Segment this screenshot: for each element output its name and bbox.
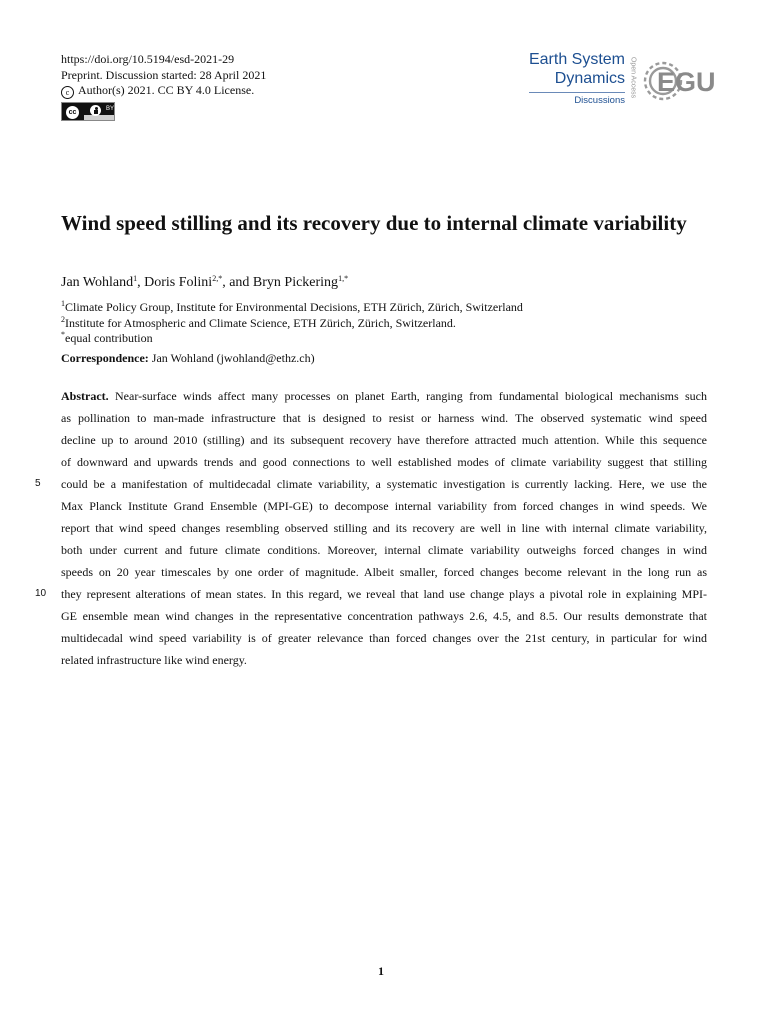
preprint-header bbox=[61, 52, 266, 99]
by-icon-body bbox=[94, 110, 98, 114]
abstract-line: Max Planck Institute Grand Ensemble (MPI-GE) to decompose internal variability from forced changes in wind speeds. We bbox=[61, 499, 707, 513]
affiliation-2-marker: 2 bbox=[61, 315, 65, 324]
correspondence bbox=[61, 351, 315, 366]
affiliation-2-text: Institute for Atmospheric and Climate Science, ETH Zürich, Zürich, Switzerland. bbox=[65, 316, 456, 330]
affiliation-2 bbox=[61, 315, 456, 331]
abstract-line: of downward and upwards trends and good connections to well established modes of climate variability suggest that stilling bbox=[61, 455, 707, 469]
journal-name-line2: Dynamics bbox=[554, 70, 625, 87]
author-1-name: Jan Wohland bbox=[61, 275, 134, 290]
author-sep: , bbox=[137, 275, 145, 290]
open-access-label bbox=[627, 54, 639, 106]
abstract-line: speeds on 20 year timescales by one order of magnitude. Albeit smaller, forced changes become relevant in the long run as bbox=[61, 565, 707, 579]
author-1-affil: 1 bbox=[133, 274, 138, 283]
egu-logo-icon bbox=[641, 56, 716, 106]
open-access-text: Open Access bbox=[629, 56, 637, 99]
affiliation-1 bbox=[61, 299, 523, 315]
cc-by-license-badge[interactable] bbox=[61, 102, 115, 121]
affiliation-3-text: equal contribution bbox=[65, 331, 153, 345]
journal-logo-rule bbox=[529, 92, 625, 93]
egu-letters: EGU bbox=[657, 67, 716, 97]
abstract-line: decline up to around 2010 (stilling) and its subsequent recovery have therefore attracted much attention. While this sequence bbox=[61, 433, 707, 447]
author-sep: , and bbox=[222, 275, 253, 290]
preprint-date: Preprint. Discussion started: 28 April 2021 bbox=[61, 67, 267, 82]
journal-name-line3: Discussions bbox=[574, 95, 625, 106]
author-list bbox=[61, 274, 348, 291]
correspondence-label: Correspondence: bbox=[61, 351, 149, 365]
abstract-line: as pollination to man-made infrastructure that is designed to resist or harness wind. The observed systematic wind speed bbox=[61, 411, 707, 425]
license-text: Author(s) 2021. CC BY 4.0 License. bbox=[78, 83, 255, 97]
copyright-icon: c bbox=[61, 86, 74, 99]
abstract-line: report that wind speed changes resembling observed stilling and its recovery are well in line with internal climate variability, bbox=[61, 521, 707, 535]
author-3-affil: 1,* bbox=[338, 274, 349, 283]
doi-link[interactable]: https://doi.org/10.5194/esd-2021-29 bbox=[61, 52, 235, 66]
abstract-line: they represent alterations of mean states. In this regard, we reveal that land use change plays a pivotal role in explaining MPI- bbox=[61, 587, 707, 601]
correspondence-contact[interactable]: Jan Wohland (jwohland@ethz.ch) bbox=[151, 351, 315, 365]
journal-name-line1: Earth System bbox=[528, 51, 625, 68]
abstract-line: could be a manifestation of multidecadal climate variability, a systematic investigation is currently lacking. Here, we use the bbox=[61, 477, 707, 491]
abstract-line-text: Near-surface winds affect many processes on planet Earth, ranging from fundamental biological mechanisms such bbox=[115, 389, 708, 403]
cc-icon: cc bbox=[65, 105, 80, 120]
author-3-name: Bryn Pickering bbox=[252, 275, 339, 290]
line-number: 5 bbox=[35, 478, 41, 489]
affiliation-1-text: Climate Policy Group, Institute for Environmental Decisions, ETH Zürich, Zürich, Switzerland bbox=[65, 300, 523, 314]
affiliation-3 bbox=[61, 330, 153, 346]
abstract-line: GE ensemble mean wind changes in the representative concentration pathways 2.6, 4.5, and 8.5. Our results demonstrate that bbox=[61, 609, 707, 623]
abstract-label: Abstract. bbox=[61, 389, 109, 403]
page-number: 1 bbox=[378, 964, 384, 978]
author-2-affil: 2,* bbox=[212, 274, 223, 283]
by-label: BY bbox=[106, 106, 115, 112]
abstract-line: related infrastructure like wind energy. bbox=[61, 653, 247, 667]
affiliation-1-marker: 1 bbox=[61, 299, 65, 308]
abstract-line: both under current and future climate conditions. Moreover, internal climate variability outweighs forced changes in wind bbox=[61, 543, 707, 557]
abstract-line: multidecadal wind speed variability is of greater relevance than forced changes over the 21st century, in particular for wind bbox=[61, 631, 707, 645]
copyright-line bbox=[61, 83, 266, 99]
abstract-line bbox=[61, 388, 707, 404]
affiliation-3-marker: * bbox=[61, 330, 65, 339]
author-2-name: Doris Folini bbox=[144, 275, 213, 290]
journal-logo bbox=[520, 50, 625, 106]
line-number: 10 bbox=[35, 588, 47, 599]
paper-title: Wind speed stilling and its recovery due to internal climate variability bbox=[61, 211, 687, 235]
badge-band bbox=[84, 115, 114, 120]
